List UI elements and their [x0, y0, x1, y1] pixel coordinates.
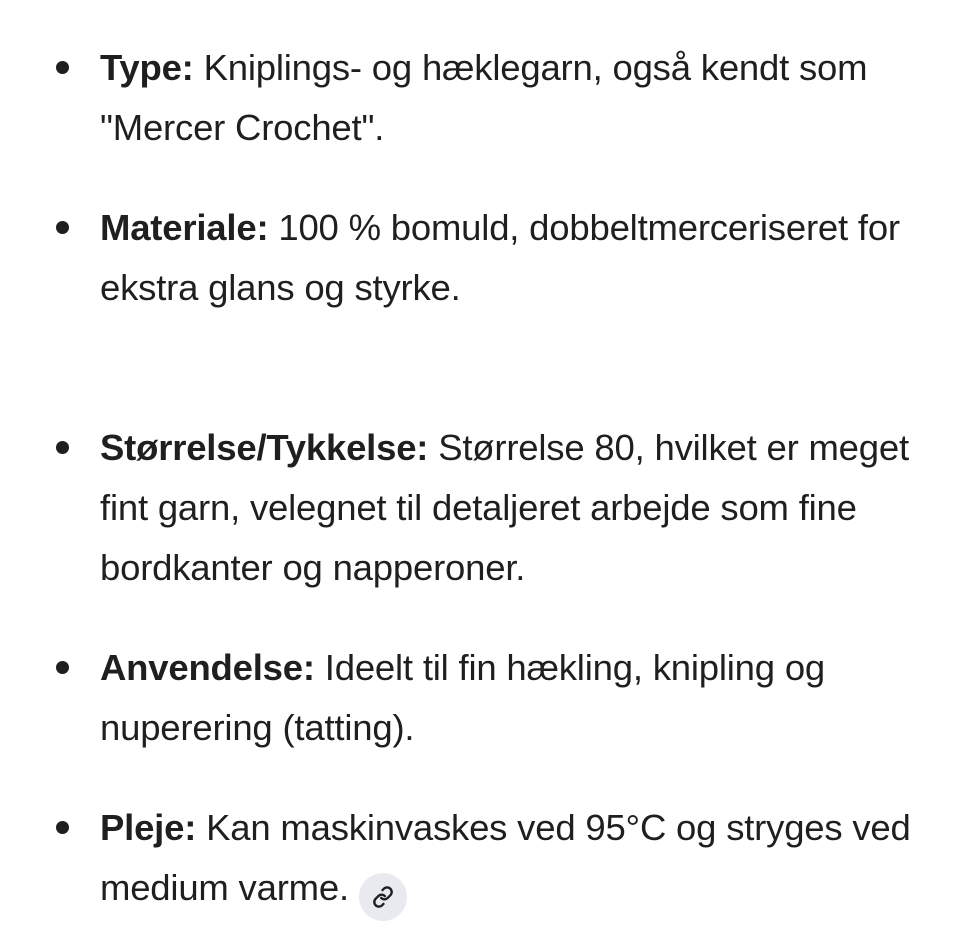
item-text: Størrelse 80, hvilket er meget fint garn, velegnet til detaljeret arbejde som fine bordkanter og napperoner.: [100, 427, 909, 588]
list-item-materiale: [100, 198, 920, 318]
item-text: Ideelt til fin hækling, knipling og nuperering (tatting).: [100, 647, 826, 748]
item-label: Størrelse/Tykkelse:: [100, 427, 429, 468]
item-label: Type:: [100, 47, 194, 88]
bullet: [56, 821, 69, 834]
link-icon: [372, 886, 394, 908]
item-text: 100 % bomuld, dobbeltmerceriseret for ekstra glans og styrke.: [100, 207, 900, 308]
item-label: Materiale:: [100, 207, 269, 248]
item-label: Anvendelse:: [100, 647, 315, 688]
bullet: [56, 221, 69, 234]
item-label: Pleje:: [100, 807, 197, 848]
item-text: Kniplings- og hæklegarn, også kendt som "Mercer Crochet".: [100, 47, 868, 148]
list-item-pleje: [100, 798, 920, 921]
bullet: [56, 441, 69, 454]
bullet: [56, 61, 69, 74]
list-item-stoerrelse: [100, 418, 920, 598]
list-item-anvendelse: [100, 638, 920, 758]
item-text: Kan maskinvaskes ved 95°C og stryges ved medium varme.: [100, 807, 911, 908]
source-link-button[interactable]: [359, 873, 407, 921]
list-item-type: [100, 38, 920, 158]
bullet: [56, 661, 69, 674]
